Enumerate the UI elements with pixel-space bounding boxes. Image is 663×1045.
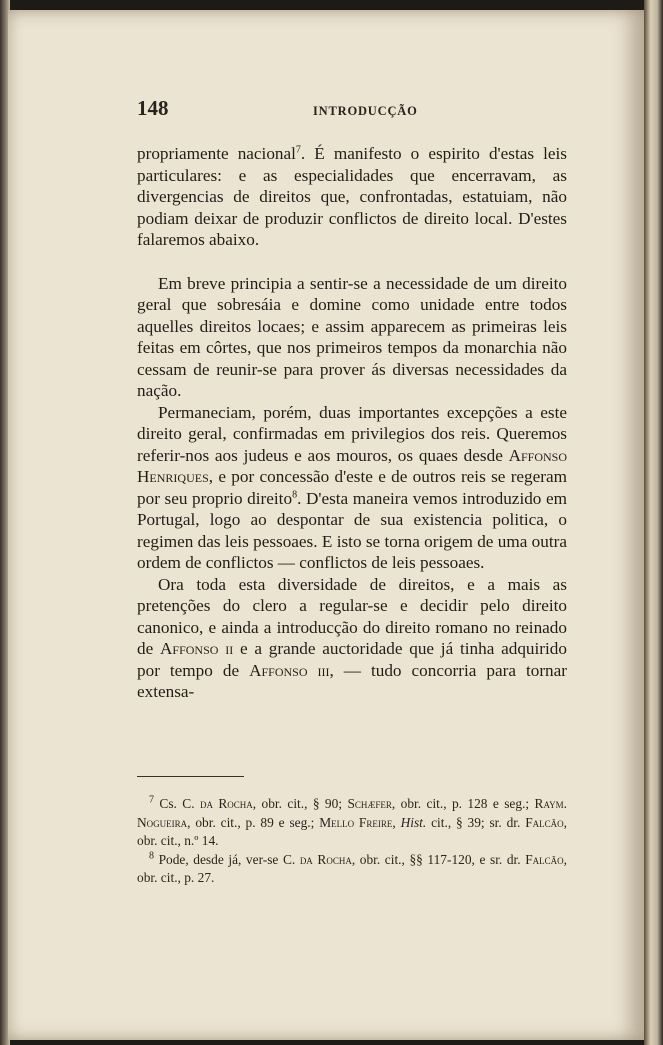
paragraph-3: Permaneciam, porém, duas importantes excepções a este direito geral, confirmadas em privilegios dos reis. Queremos referir-nos aos judeus e aos mouros, os quaes desde Affonso Henriques, e por concessão d'este e de outros reis se regeram por seu proprio direito$^8$. D'esta maneira vemos introduzido em Portugal, logo ao despontar de sua existencia politica, o regimen das leis pessoaes. E isto se torna origem de uma outra ordem de conflictos — conflictos de leis pessoaes. xyxy=(137,402,567,572)
running-head: INTRODUCÇÃO xyxy=(313,104,418,118)
paragraph-4: Ora toda esta diversidade de direitos, e a mais as pretenções do clero a regular-se e decidir pelo direito canonico, e ainda a introducção do direito romano no reinado de Affonso ii e a grande auctoridade que já tinha adquirido por tempo de Affonso iii, — tudo concorria para tornar extensa- xyxy=(137,574,568,701)
name-affonso-iii: Affonso iii xyxy=(249,660,330,680)
footnote-8: $^8$ Pode, desde já, ver-se C. da Rocha, obr. cit., §§ 117-120, e sr. dr. Falcão, obr. cit., p. 27. xyxy=(137,850,567,886)
page-number: 148 xyxy=(137,96,169,120)
name-affonso-henriques: Affonso Henriques xyxy=(137,445,567,486)
paragraph-1: propriamente nacional$^7$. É manifesto o espirito d'estas leis particulares: e as especialidades que encerravam, as divergencias de direitos que, confrontadas, estatuiam, não podiam deixar de produzir conflictos de direito local. D'estes falaremos abaixo. xyxy=(137,144,567,249)
paragraph-2: Em breve principia a sentir-se a necessidade de um direito geral que sobresáia e domine como unidade entre todos aquelles direitos locaes; e assim apparecem as primeiras leis feitas em côrtes, que nos primeiros tempos da monarchia não cessam de reunir-se para prover ás diversas necessidades da nação. xyxy=(137,273,567,400)
footnote-7: $^7$ Cs. C. da Rocha, obr. cit., § 90; Schæfer, obr. cit., p. 128 e seg.; Raym. Nogueira, obr. cit., p. 89 e seg.; Mello Freire, Hist. cit., § 39; sr. dr. Falcão, obr. cit., n.º 14. xyxy=(137,794,567,849)
footnotes xyxy=(137,795,567,888)
main-text xyxy=(137,143,567,703)
footnote-ref-7[interactable]: 7 xyxy=(295,144,301,156)
right-page-edge xyxy=(644,0,663,1045)
name-affonso-ii: Affonso ii xyxy=(160,639,234,658)
footnote-ref-8[interactable]: 8 xyxy=(292,488,298,500)
page-header xyxy=(137,96,567,126)
footnote-rule xyxy=(137,776,244,777)
